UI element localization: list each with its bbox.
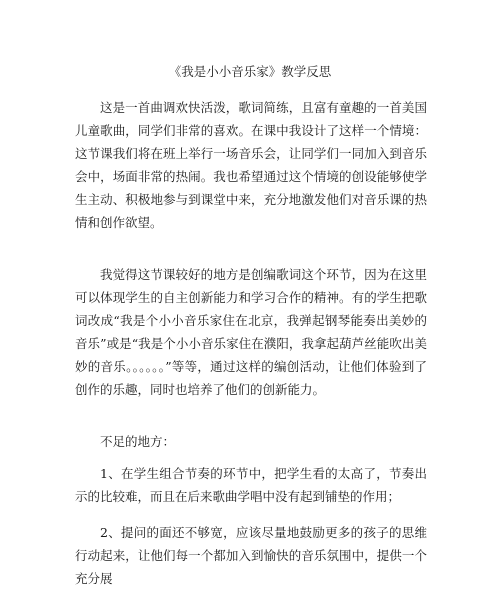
document-title: 《我是小小音乐家》教学反思 xyxy=(168,64,332,79)
paragraph-shortcomings-heading: 不足的地方： xyxy=(100,434,176,449)
paragraph-strengths: 我觉得这节课较好的地方是创编歌词这个环节，因为在这里可以体现学生的自主创新能力和学习合作的精神。有的学生把歌词改成“我是个小小音乐家住在北京，我弹起钢琴能奏出美妙的音乐”或是“我是个小小音乐家住在濮阳，我拿起葫芦丝能吹出美妙的音乐。。。。。。”等等，通过这样的编创活动，让他们体验到了创作的乐趣，同时也培养了他们的创新能力。 xyxy=(75,267,427,397)
paragraph-shortcoming-2: 2、提问的面还不够宽，应该尽量地鼓励更多的孩子的思维行动起来，让他们每一个都加入到愉快的音乐氛围中，提供一个充分展 xyxy=(75,525,427,586)
paragraph-intro: 这是一首曲调欢快活泼，歌词简练，且富有童趣的一首美国儿童歌曲，同学们非常的喜欢。在课中我设计了这样一个情境：这节课我们将在班上举行一场音乐会，让同学们一同加入到音乐会中，场面非常的热闹。我也希望通过这个情境的创设能够使学生主动、积极地参与到课堂中来，充分地激发他们对音乐课的热情和创作欲望。 xyxy=(75,100,427,230)
paragraph-shortcoming-1: 1、在学生组合节奏的环节中，把学生看的太高了，节奏出示的比较难，而且在后来歌曲学唱中没有起到铺垫的作用； xyxy=(75,466,427,504)
